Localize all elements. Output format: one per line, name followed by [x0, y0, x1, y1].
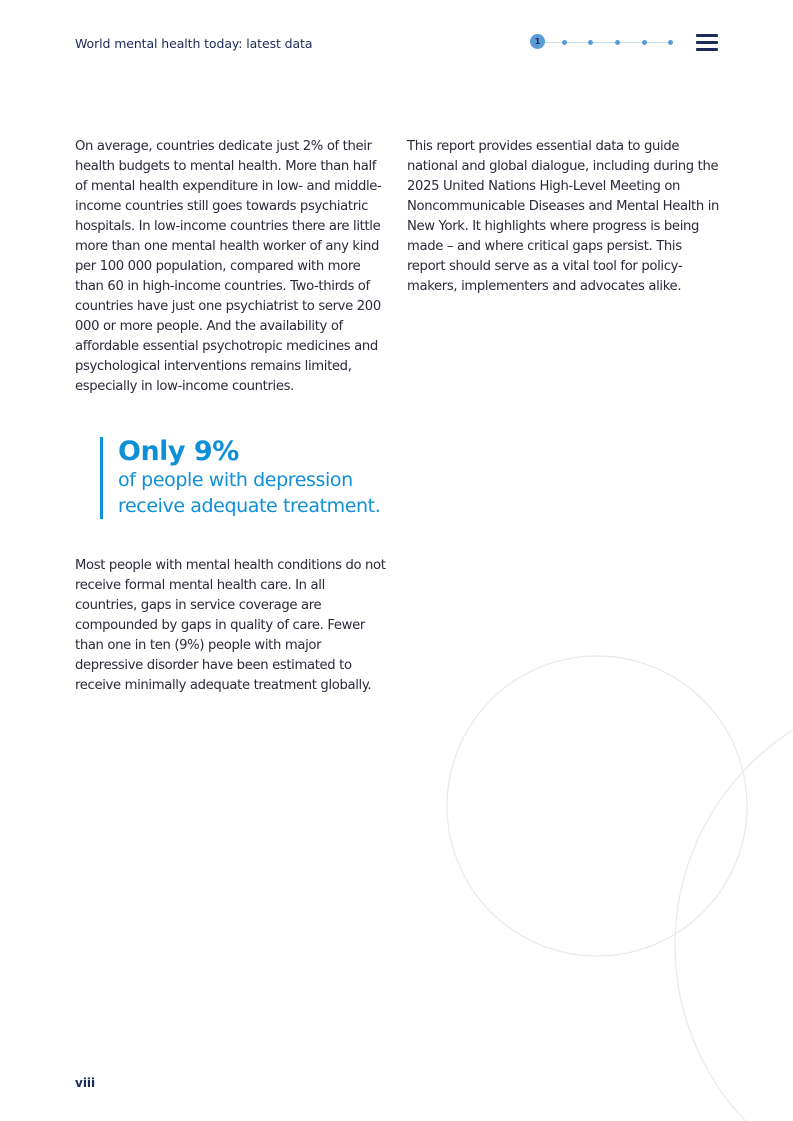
page-progress-indicator[interactable] — [530, 34, 675, 50]
header-title: World mental health today: latest data — [75, 36, 313, 51]
progress-dot-current[interactable]: 1 — [530, 34, 545, 49]
progress-dot[interactable] — [668, 40, 673, 45]
bottom-column-text — [75, 556, 390, 696]
progress-dot[interactable] — [562, 40, 567, 45]
page-number: viii — [75, 1076, 96, 1090]
callout-subline-1: of people with depression — [118, 469, 353, 491]
hamburger-menu-icon[interactable] — [696, 34, 718, 51]
right-paragraph: This report provides essential data to guide national and global dialogue, including during the 2025 United Nations High-Level Meeting on Noncommunicable Diseases and Mental Health in New York. It highlights where progress is being made – and where critical gaps persist. This report should serve as a vital tool for policy-makers, implementers and advocates alike. — [407, 139, 720, 294]
progress-dot[interactable] — [642, 40, 647, 45]
progress-line — [538, 42, 671, 43]
decor-circle-small — [447, 656, 747, 956]
decor-circle-large — [675, 690, 793, 1121]
callout-subline-2: receive adequate treatment. — [118, 495, 381, 517]
left-column-text — [75, 137, 390, 397]
progress-dot[interactable] — [588, 40, 593, 45]
statistic-callout — [100, 437, 400, 519]
right-column-text — [407, 137, 722, 297]
progress-dot[interactable] — [615, 40, 620, 45]
left-paragraph: On average, countries dedicate just 2% of their health budgets to mental health. More than half of mental health expenditure in low- and middle-income countries still goes towards psychiatric hospitals. In low-income countries there are little more than one mental health worker of any kind per 100 000 population, compared with more than 60 in high-income countries. Two-thirds of countries have just one psychiatrist to serve 200 000 or more people. And the availability of affordable essential psychotropic medicines and psychological interventions remains limited, especially in low-income countries. — [75, 139, 382, 394]
callout-headline: Only 9% — [118, 436, 239, 467]
bottom-paragraph: Most people with mental health conditions do not receive formal mental health care. In all countries, gaps in service coverage are compounded by gaps in quality of care. Fewer than one in ten (9%) people with major depressive disorder have been estimated to receive minimally adequate treatment globally. — [75, 558, 386, 693]
